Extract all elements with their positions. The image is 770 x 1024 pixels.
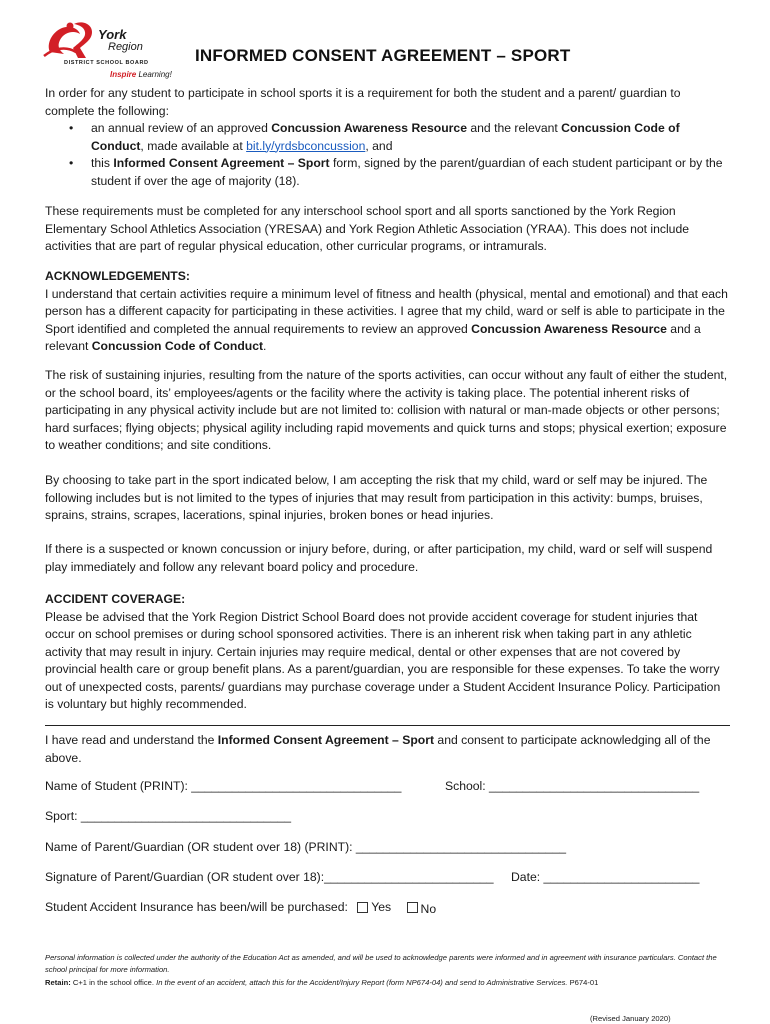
bullet-consent-form: • this Informed Consent Agreement – Sport form, signed by the parent/guardian of each student participant or by the student if over the age of majority (18). [91, 155, 730, 190]
student-name-field[interactable]: Name of Student (PRINT): _______________________________ [45, 779, 402, 793]
insurance-question [45, 899, 436, 916]
page-title: INFORMED CONSENT AGREEMENT – SPORT [195, 46, 571, 65]
yes-checkbox[interactable] [357, 902, 368, 913]
concussion-link[interactable]: bit.ly/yrdsbconcussion [246, 138, 366, 153]
intro-section [45, 85, 730, 190]
injury-paragraph: By choosing to take part in the sport indicated below, I am accepting the risk that my child, ward or self may be injured. The following includes but is not limited to the types of injuries that may result from participation in this activity: bumps, bruises, sprains, strains, scrapes, lacerations, spinal injuries, broken bones or head injuries. [45, 473, 708, 522]
no-checkbox[interactable] [407, 902, 418, 913]
retain-notice: Retain: C+1 in the school office. In the event of an accident, attach this for the Accident/Injury Report (form NP674-04) and send to Administrative Services. P674-01 [45, 978, 599, 987]
logo-region: Region [108, 41, 143, 53]
revised-date: (Revised January 2020) [590, 1014, 671, 1023]
accident-section [45, 591, 730, 714]
acknowledgements-section [45, 268, 730, 356]
intro-text: In order for any student to participate in school sports it is a requirement for both the student and a parent/ guardian to complete the following: [45, 86, 681, 118]
consent-statement: I have read and understand the Informed Consent Agreement – Sport and consent to participate acknowledging all of the above. [45, 733, 711, 765]
parent-name-field[interactable]: Name of Parent/Guardian (OR student over 18) (PRINT): _______________________________ [45, 840, 567, 854]
school-field[interactable]: School: _______________________________ [445, 779, 700, 793]
date-field[interactable]: Date: _______________________ [511, 870, 700, 884]
logo-tagline: Inspire Learning! [110, 70, 172, 79]
signature-field[interactable]: Signature of Parent/Guardian (OR student over 18):_________________________ [45, 870, 494, 884]
insurance-label: Student Accident Insurance has been/will be purchased: [45, 900, 348, 914]
accident-heading: ACCIDENT COVERAGE: [45, 592, 186, 606]
sport-field[interactable]: Sport: _______________________________ [45, 809, 292, 823]
privacy-notice: Personal information is collected under the authority of the Education Act as amended, and will be used to acknowledge parents were informed and in agreement with insurance particulars. Contact the school principal for more information. [45, 953, 717, 974]
requirements-paragraph: These requirements must be completed for any interschool school sport and all sports sanctioned by the York Region Elementary School Athletics Association (YRESAA) and York Region Athletic Association (YRAA). This does not include activities that are part of regular physical education, other curricular programs, or intramurals. [45, 204, 690, 253]
no-label: No [420, 902, 437, 916]
bullet-concussion-resource: • an annual review of an approved Concussion Awareness Resource and the relevant Concussion Code of Conduct, made available at bit.ly/yrdsbconcussion, and [91, 120, 730, 155]
section-divider [45, 725, 730, 726]
risk-paragraph: The risk of sustaining injuries, resulting from the nature of the sports activities, can occur without any fault of either the student, or the school board, its’ employees/agents or the facility where the activity is taking place. The potential inherent risks of participating in any physical activity include but are not limited to: collision with natural or man-made objects or other persons; hard surfaces; flying objects; physical agility including rapid movements and quick turns and stops; physical exertion; exposure to weather conditions; and site conditions. [45, 368, 728, 452]
acknowledgements-p1: I understand that certain activities require a minimum level of fitness and health (physical, mental and emotional) and that each person has a different capacity for participating in these activities. I agree that my child, ward or self is able to participate in the Sport identified and completed the annual requirements to review an approved Concussion Awareness Resource and a relevant Concussion Code of Conduct. [45, 286, 728, 353]
acknowledgements-heading: ACKNOWLEDGEMENTS: [45, 269, 190, 283]
concussion-paragraph: If there is a suspected or known concussion or injury before, during, or after participation, my child, ward or self will suspend play immediately and follow any relevant board policy and procedure. [45, 542, 713, 574]
logo-district: DISTRICT SCHOOL BOARD [64, 60, 149, 66]
accident-text: Please be advised that the York Region District School Board does not provide accident coverage for student injuries that occur on school premises or during school sponsored activities. There is an inherent risk when taking part in any athletic activity that may result in injury. Certain injuries may require medical, dental or other expenses that are not covered by provincial health care or group benefit plans. As a parent/guardian, you are responsible for these expenses. To take the worry out of unexpected costs, parents/ guardians may purchase coverage under a Student Accident Insurance Policy. Participation is voluntary but highly recommended. [45, 609, 721, 711]
yes-label: Yes [371, 900, 392, 914]
logo-york: York [98, 27, 127, 42]
york-region-logo [40, 18, 170, 82]
